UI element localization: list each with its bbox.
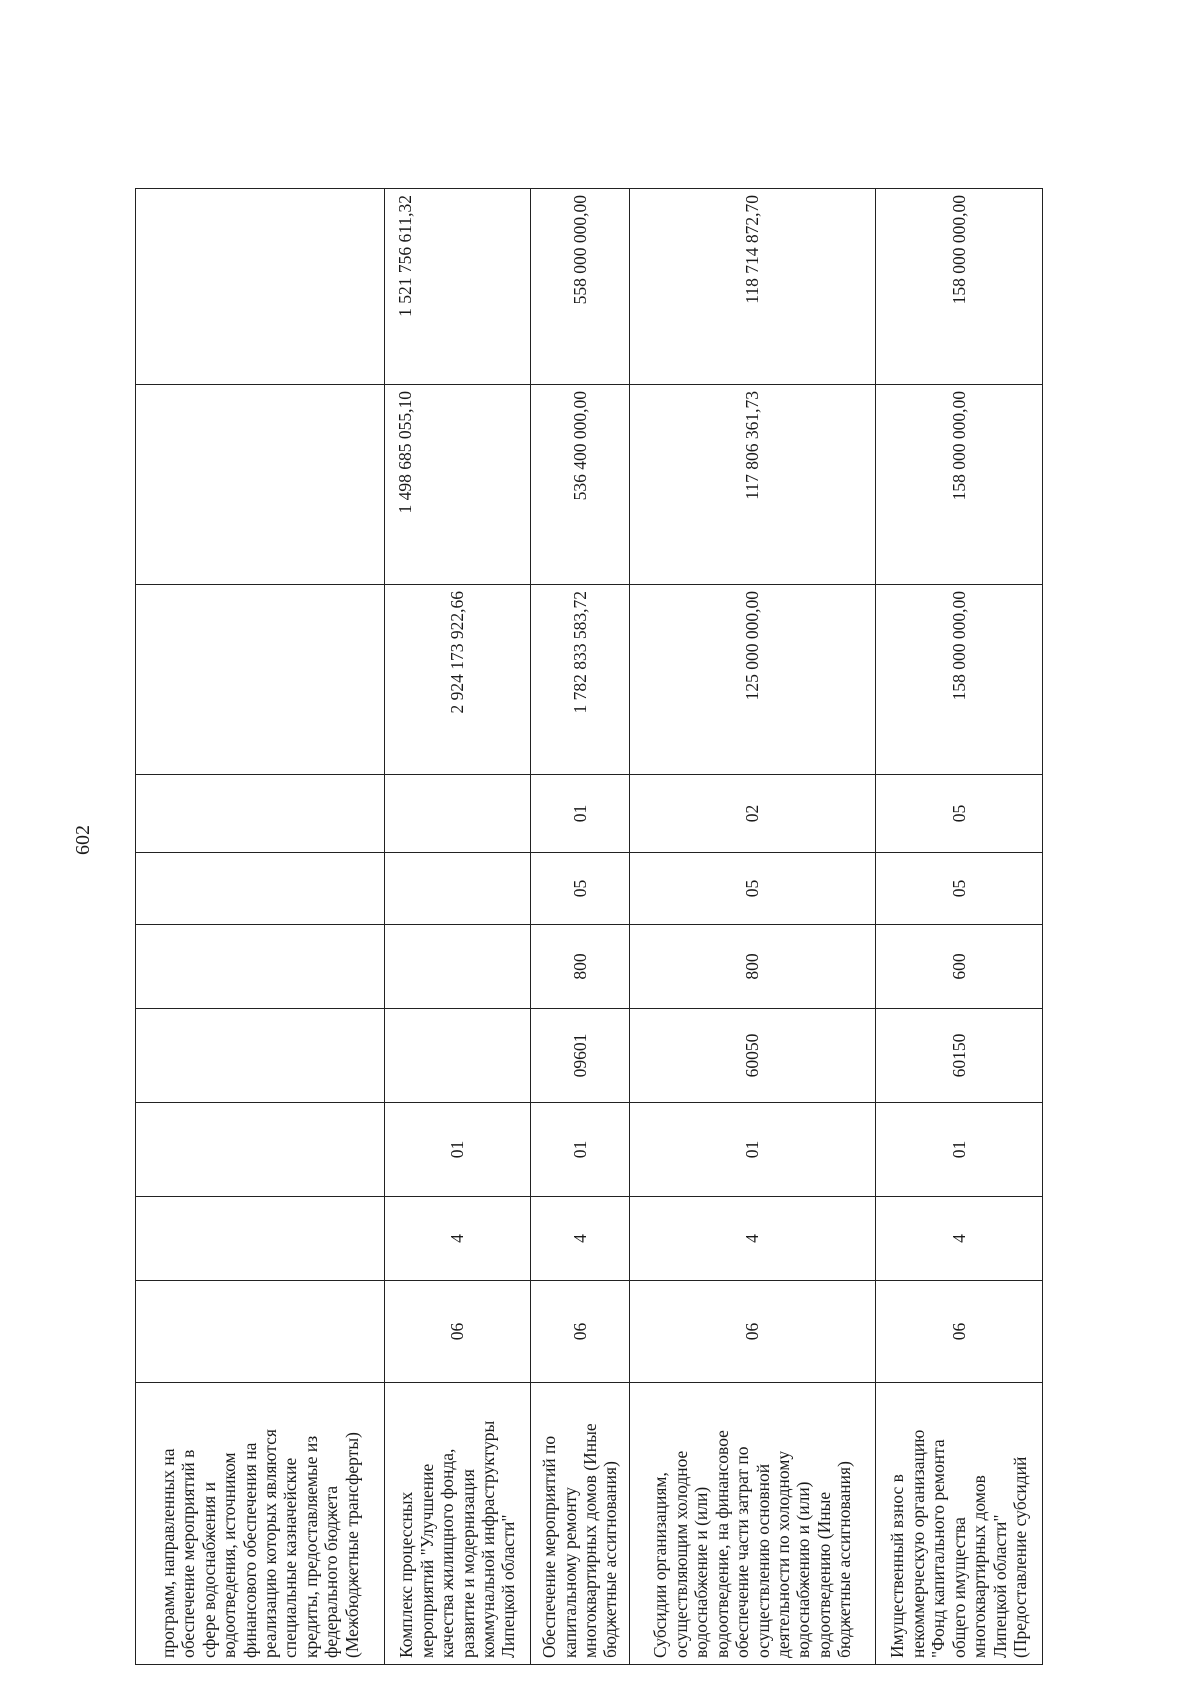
amount-cell: 158 000 000,00: [876, 189, 1043, 385]
code-cell: [136, 1281, 385, 1383]
code-cell: 800: [630, 925, 876, 1009]
table-row: [385, 189, 531, 1665]
code-cell: 05: [876, 775, 1043, 853]
amount-cell: 125 000 000,00: [630, 585, 876, 775]
code-cell: 05: [876, 853, 1043, 925]
code-cell: 09601: [531, 1009, 630, 1103]
code-cell: [136, 1197, 385, 1281]
code-cell: 4: [385, 1197, 531, 1281]
amount-cell: 118 714 872,70: [630, 189, 876, 385]
code-cell: 60150: [876, 1009, 1043, 1103]
code-cell: 4: [630, 1197, 876, 1281]
code-cell: 01: [531, 1103, 630, 1197]
code-cell: 60050: [630, 1009, 876, 1103]
row-description: Имущественный взнос в некоммерческую организацию "Фонд капитального ремонта общего имущества многоквартирных домов Липецкой области" (Предоставление субсидий: [876, 1383, 1043, 1665]
amount-cell: 1 782 833 583,72: [531, 585, 630, 775]
amount-cell: 158 000 000,00: [876, 385, 1043, 585]
code-cell: [136, 853, 385, 925]
code-cell: [385, 1009, 531, 1103]
amount-cell: 1 521 756 611,32: [385, 189, 531, 385]
code-cell: 4: [876, 1197, 1043, 1281]
code-cell: [136, 1009, 385, 1103]
row-description: программ, направленных на обеспечение мероприятий в сфере водоснабжения и водоотведения, источником финансового обеспечения на реализацию которых являются специальные казначейские кредиты, предоставляемые из федерального бюджета (Межбюджетные трансферты): [136, 1383, 385, 1665]
row-description: Обеспечение мероприятий по капитальному ремонту многоквартирных домов (Иные бюджетные ассигнования): [531, 1383, 630, 1665]
amount-cell: 536 400 000,00: [531, 385, 630, 585]
amount-cell: 117 806 361,73: [630, 385, 876, 585]
amount-cell: 158 000 000,00: [876, 585, 1043, 775]
code-cell: 06: [876, 1281, 1043, 1383]
code-cell: 05: [630, 853, 876, 925]
code-cell: 02: [630, 775, 876, 853]
code-cell: [136, 1103, 385, 1197]
code-cell: 05: [531, 853, 630, 925]
code-cell: 4: [531, 1197, 630, 1281]
code-cell: 01: [385, 1103, 531, 1197]
amount-cell: [136, 585, 385, 775]
row-description: Субсидии организациям, осуществляющим холодное водоснабжение и (или) водоотведение, на финансовое обеспечение части затрат по осуществлению основной деятельности по холодному водоснабжению и (или) водоотведению (Иные бюджетные ассигнования): [630, 1383, 876, 1665]
code-cell: [385, 853, 531, 925]
code-cell: 01: [630, 1103, 876, 1197]
code-cell: 06: [630, 1281, 876, 1383]
amount-cell: 558 000 000,00: [531, 189, 630, 385]
amount-cell: 1 498 685 055,10: [385, 385, 531, 585]
code-cell: 01: [876, 1103, 1043, 1197]
code-cell: [136, 925, 385, 1009]
amount-cell: 2 924 173 922,66: [385, 585, 531, 775]
amount-cell: [136, 385, 385, 585]
budget-table: [135, 188, 1043, 1665]
page-number: 602: [72, 825, 94, 855]
code-cell: [136, 775, 385, 853]
code-cell: 06: [385, 1281, 531, 1383]
table-row: [876, 189, 1043, 1665]
table-row: [531, 189, 630, 1665]
code-cell: [385, 925, 531, 1009]
table-row: [630, 189, 876, 1665]
table-row: [136, 189, 385, 1665]
code-cell: 06: [531, 1281, 630, 1383]
code-cell: 01: [531, 775, 630, 853]
amount-cell: [136, 189, 385, 385]
code-cell: [385, 775, 531, 853]
code-cell: 800: [531, 925, 630, 1009]
row-description: Комплекс процессных мероприятий "Улучшение качества жилищного фонда, развитие и модернизация коммунальной инфраструктуры Липецкой области": [385, 1383, 531, 1665]
code-cell: 600: [876, 925, 1043, 1009]
